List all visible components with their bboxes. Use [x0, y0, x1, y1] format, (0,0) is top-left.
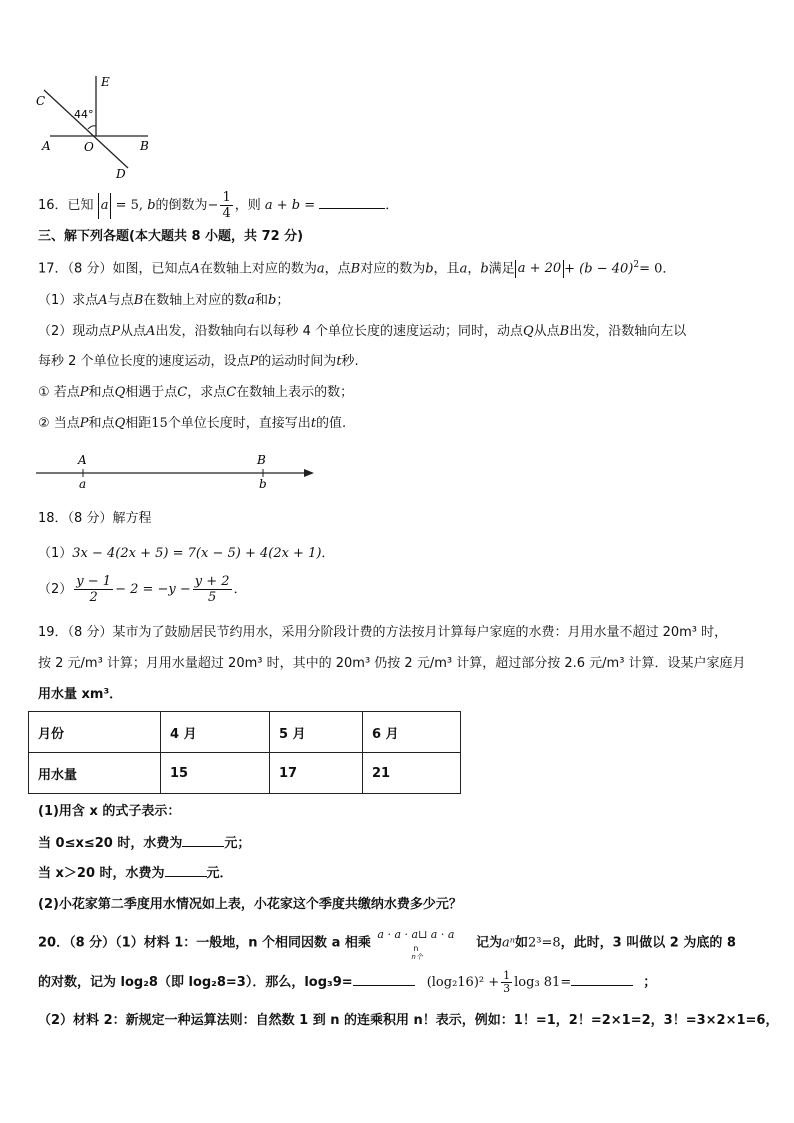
question-17-sub1: ① 若点P和点Q相遇于点C，求点C在数轴上表示的数； [38, 385, 354, 400]
label-o: O [84, 140, 94, 154]
abs-condition: a + 20 [515, 260, 564, 278]
table-cell: 17 [270, 753, 363, 794]
table-row [29, 753, 461, 794]
question-17-part1: （1）求点A与点B在数轴上对应的数a和b； [38, 293, 290, 308]
fraction-one-third: $\frac{1}{3}$ [503, 969, 511, 995]
fraction-one-quarter: $\frac{1}{4}$ [222, 190, 231, 221]
label-b: B [140, 139, 149, 153]
table-header-cell: 月份 [29, 712, 161, 753]
label-angle: 44° [74, 108, 94, 121]
point-b-value: b [259, 477, 267, 491]
question-16: 16．已知 a = 5, b的倒数为− $\frac{1}{4}$ ，则 a + b = ． [38, 190, 399, 221]
answer-blank-20a[interactable] [353, 973, 415, 986]
table-header-cell: 5 月 [270, 712, 363, 753]
question-17-stem: 17．（8 分）如图，已知点A在数轴上对应的数为a，点B对应的数为b，且a，b满足 $a + 20 + (b - 40)^2= 0$． [38, 260, 676, 277]
table-row [29, 712, 461, 753]
axis-arrow [304, 469, 314, 477]
answer-blank-19b[interactable] [165, 864, 207, 877]
question-18-head: 18．（8 分）解方程 [38, 511, 152, 526]
line-cd [44, 90, 128, 168]
angle-figure [30, 70, 160, 182]
label-e: E [101, 75, 110, 89]
answer-blank-16[interactable] [319, 196, 385, 209]
section-title: 三、解下列各题(本大题共 8 小题，共 72 分) [38, 229, 304, 244]
point-a-value: a [79, 477, 87, 491]
question-19-part1a: 当 0≤x≤20 时，水费为 元； [38, 836, 251, 851]
question-20-material2: （2）材料 2：新规定一种运算法则：自然数 1 到 n 的连乘积用 n！表示，例如：1！=1，2！=2×1=2，3！=3×2×1=6， [38, 1013, 779, 1028]
table-header-cell: 4 月 [161, 712, 270, 753]
question-17-sub2: ② 当点P和点Q相距15个单位长度时，直接写出t的值. [38, 416, 347, 431]
table-cell: 21 [363, 753, 461, 794]
question-17-part2-line2: 每秒 2 个单位长度的速度运动，设点P的运动时间为t秒. [38, 354, 359, 369]
point-b-label: B [257, 453, 266, 467]
product-notation: a · a · a⊔ a · a n n个 [377, 928, 455, 961]
number-line [34, 450, 324, 492]
question-19-part2: (2)小花家第二季度用水情况如上表，小花家这个季度共缴纳水费多少元？ [38, 897, 462, 912]
water-usage-table [28, 711, 461, 794]
label-d: D [116, 167, 126, 181]
angle-arc [88, 126, 96, 129]
question-19-line2: 按 2 元/m³ 计算；月用水量超过 20m³ 时，其中的 20m³ 仍按 2 元/m³ 计算，超过部分按 2.6 元/m³ 计算．设某户家庭月 [38, 656, 746, 671]
answer-blank-19a[interactable] [182, 834, 224, 847]
question-20-line2: 的对数，记为 log₂8（即 log₂8=3）．那么，log₃9= (log₂16)² + $\frac{1}{3}$ log₃ 81= ； [38, 969, 657, 995]
label-c: C [36, 94, 46, 108]
point-a-label: A [78, 453, 87, 467]
question-19-part1: (1)用含 x 的式子表示： [38, 804, 181, 819]
question-19-part1b: 当 x＞20 时，水费为 元． [38, 866, 233, 881]
question-17-part2-line1: （2）现动点P从点A出发，沿数轴向右以每秒 4 个单位长度的速度运动；同时，动点Q从点B出发，沿数轴向左以 [38, 324, 687, 339]
answer-blank-20b[interactable] [571, 973, 633, 986]
question-19-line1: 19．（8 分）某市为了鼓励居民节约用水，采用分阶段计费的方法按月计算每户家庭的水费：月用水量不超过 20m³ 时， [38, 625, 728, 640]
fraction-y-plus-2: $\frac{y + 2}{5}$ [194, 574, 230, 605]
abs-a: a [98, 193, 112, 219]
fraction-y-minus-1: $\frac{y - 1}{2}$ [76, 574, 112, 605]
label-a: A [42, 139, 51, 153]
question-18-eq1: （1）3x − 4(2x + 5) = 7(x − 5) + 4(2x + 1)． [38, 546, 335, 561]
table-cell: 用水量 [29, 753, 161, 794]
table-header-cell: 6 月 [363, 712, 461, 753]
table-cell: 15 [161, 753, 270, 794]
question-20-line1: 20．（8 分）（1）材料 1：一般地，n 个相同因数 a 相乘 a · a · a⊔ a · a n n个 记为aⁿ如2³=8，此时，3 叫做以 2 为底的 8 [38, 928, 736, 961]
question-18-eq2: （2） $\frac{y - 1}{2}$ − 2 = −y − $\frac{y + 2}{5}$ ． [38, 574, 247, 605]
question-19-line3: 用水量 xm³． [38, 687, 123, 702]
